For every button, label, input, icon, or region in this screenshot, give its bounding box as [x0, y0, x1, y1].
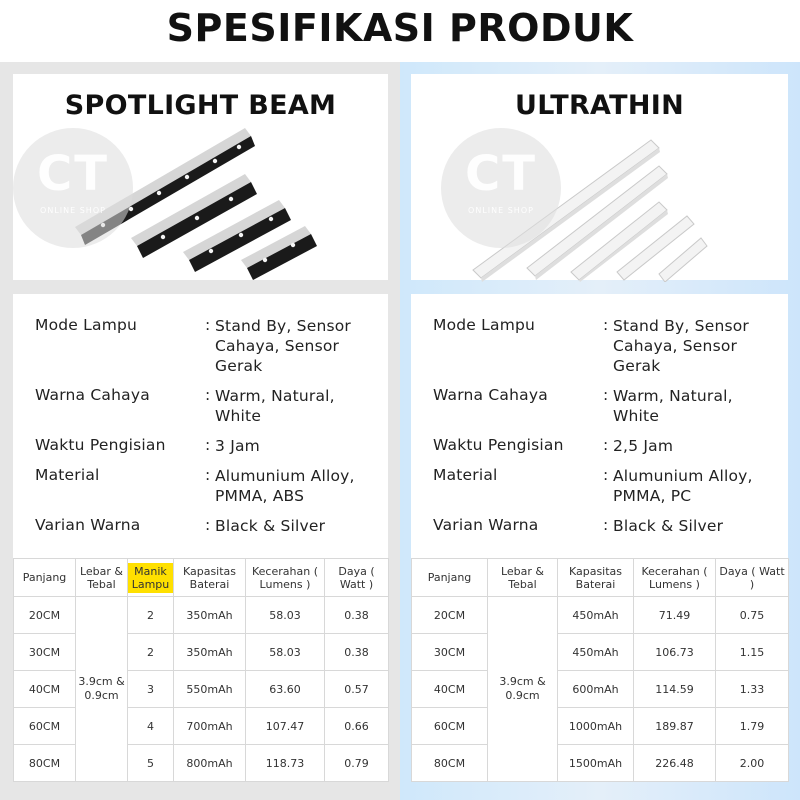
spec-value: Stand By, Sensor Cahaya, Sensor Gerak [215, 317, 351, 375]
cell-kapasitas: 1500mAh [558, 745, 634, 782]
table-row [14, 745, 389, 782]
spec-label: Waktu Pengisian [433, 436, 564, 454]
spec-value: 2,5 Jam [613, 437, 674, 455]
spec-label: Waktu Pengisian [35, 436, 166, 454]
header-kecerahan: Kecerahan ( Lumens ) [634, 559, 716, 597]
cell-kapasitas: 450mAh [558, 634, 634, 671]
cell-daya: 1.79 [716, 708, 789, 745]
cell-panjang: 80CM [412, 745, 488, 782]
table-row [412, 671, 789, 708]
ct-logo-watermark [441, 128, 561, 248]
cell-panjang: 40CM [14, 671, 76, 708]
spotlight-beam-table [13, 558, 389, 782]
table-row [14, 708, 389, 745]
spec-colon: : [205, 316, 211, 334]
spec-label: Varian Warna [433, 516, 539, 534]
cell-kapasitas: 800mAh [174, 745, 246, 782]
cell-kecerahan: 226.48 [634, 745, 716, 782]
spec-value: Alumunium Alloy, PMMA, ABS [215, 467, 355, 505]
table-row [14, 597, 389, 634]
spec-label: Warna Cahaya [433, 386, 548, 404]
cell-daya: 0.57 [325, 671, 389, 708]
cell-kapasitas: 700mAh [174, 708, 246, 745]
logo-letters: CT [465, 146, 537, 202]
cell-kecerahan: 189.87 [634, 708, 716, 745]
logo-subtitle: ONLINE SHOP [40, 206, 106, 215]
cell-panjang: 30CM [412, 634, 488, 671]
cell-kapasitas: 350mAh [174, 634, 246, 671]
spec-colon: : [603, 516, 609, 534]
spec-value: Stand By, Sensor Cahaya, Sensor Gerak [613, 317, 749, 375]
ultrathin-table [411, 558, 789, 782]
cell-panjang: 20CM [412, 597, 488, 634]
header-kapasitas: Kapasitas Baterai [558, 559, 634, 597]
header-panjang: Panjang [412, 559, 488, 597]
spec-colon: : [205, 466, 211, 484]
header-lebar: Lebar & Tebal [488, 559, 558, 597]
spec-label: Material [35, 466, 100, 484]
header-kecerahan: Kecerahan ( Lumens ) [246, 559, 325, 597]
spec-value: 3 Jam [215, 437, 260, 455]
header-manik [128, 559, 174, 597]
header-lebar: Lebar & Tebal [76, 559, 128, 597]
table-row [14, 671, 389, 708]
header-daya: Daya ( Watt ) [325, 559, 389, 597]
spec-value: Black & Silver [215, 517, 326, 535]
manik-highlight: Manik Lampu [128, 563, 173, 593]
page-title: SPESIFIKASI PRODUK [166, 6, 634, 50]
spec-colon: : [205, 386, 211, 404]
table-header-row [412, 559, 789, 597]
ultrathin-panel [400, 62, 800, 800]
cell-daya: 0.38 [325, 597, 389, 634]
spec-colon: : [205, 516, 211, 534]
product-name: SPOTLIGHT BEAM [64, 90, 337, 121]
product-name: ULTRATHIN [514, 90, 685, 121]
cell-manik: 5 [128, 745, 174, 782]
spec-value: Warm, Natural, White [215, 387, 335, 425]
table-header-row [14, 559, 389, 597]
spec-colon: : [603, 436, 609, 454]
cell-kecerahan: 58.03 [246, 597, 325, 634]
table-row [412, 597, 789, 634]
cell-kecerahan: 58.03 [246, 634, 325, 671]
table-row [412, 745, 789, 782]
cell-lebar: 3.9cm & 0.9cm [76, 597, 128, 782]
cell-panjang: 30CM [14, 634, 76, 671]
cell-daya: 2.00 [716, 745, 789, 782]
table-row [412, 634, 789, 671]
table-row [412, 708, 789, 745]
spotlight-beam-panel [0, 62, 400, 800]
spec-label: Warna Cahaya [35, 386, 150, 404]
logo-subtitle: ONLINE SHOP [468, 206, 534, 215]
spec-colon: : [603, 466, 609, 484]
ultrathin-spec-card [411, 294, 788, 560]
cell-kecerahan: 106.73 [634, 634, 716, 671]
cell-kecerahan: 114.59 [634, 671, 716, 708]
cell-panjang: 60CM [14, 708, 76, 745]
cell-kecerahan: 71.49 [634, 597, 716, 634]
spec-label: Mode Lampu [35, 316, 138, 334]
cell-daya: 0.79 [325, 745, 389, 782]
cell-kapasitas: 1000mAh [558, 708, 634, 745]
table-row [14, 634, 389, 671]
cell-daya: 0.66 [325, 708, 389, 745]
cell-daya: 1.33 [716, 671, 789, 708]
cell-manik: 2 [128, 597, 174, 634]
cell-daya: 1.15 [716, 634, 789, 671]
cell-panjang: 60CM [412, 708, 488, 745]
cell-daya: 0.38 [325, 634, 389, 671]
spec-value: Warm, Natural, White [613, 387, 733, 425]
cell-manik: 3 [128, 671, 174, 708]
ultrathin-image-card [411, 74, 788, 280]
spec-colon: : [603, 386, 609, 404]
spec-value: Black & Silver [613, 517, 724, 535]
spec-label: Material [433, 466, 498, 484]
cell-daya: 0.75 [716, 597, 789, 634]
logo-letters: CT [37, 146, 109, 202]
spotlight-beam-spec-card [13, 294, 388, 560]
cell-lebar: 3.9cm & 0.9cm [488, 597, 558, 782]
cell-manik: 2 [128, 634, 174, 671]
spec-colon: : [603, 316, 609, 334]
header-daya: Daya ( Watt ) [716, 559, 789, 597]
cell-kecerahan: 118.73 [246, 745, 325, 782]
cell-panjang: 40CM [412, 671, 488, 708]
cell-kecerahan: 107.47 [246, 708, 325, 745]
cell-kapasitas: 600mAh [558, 671, 634, 708]
ct-logo-watermark [13, 128, 133, 248]
cell-kapasitas: 450mAh [558, 597, 634, 634]
spec-value: Alumunium Alloy, PMMA, PC [613, 467, 753, 505]
header-panjang: Panjang [14, 559, 76, 597]
spotlight-beam-image-card [13, 74, 388, 280]
cell-kapasitas: 350mAh [174, 597, 246, 634]
spec-colon: : [205, 436, 211, 454]
spec-label: Mode Lampu [433, 316, 536, 334]
cell-panjang: 20CM [14, 597, 76, 634]
cell-manik: 4 [128, 708, 174, 745]
cell-kecerahan: 63.60 [246, 671, 325, 708]
cell-panjang: 80CM [14, 745, 76, 782]
cell-kapasitas: 550mAh [174, 671, 246, 708]
spec-label: Varian Warna [35, 516, 141, 534]
header-kapasitas: Kapasitas Baterai [174, 559, 246, 597]
